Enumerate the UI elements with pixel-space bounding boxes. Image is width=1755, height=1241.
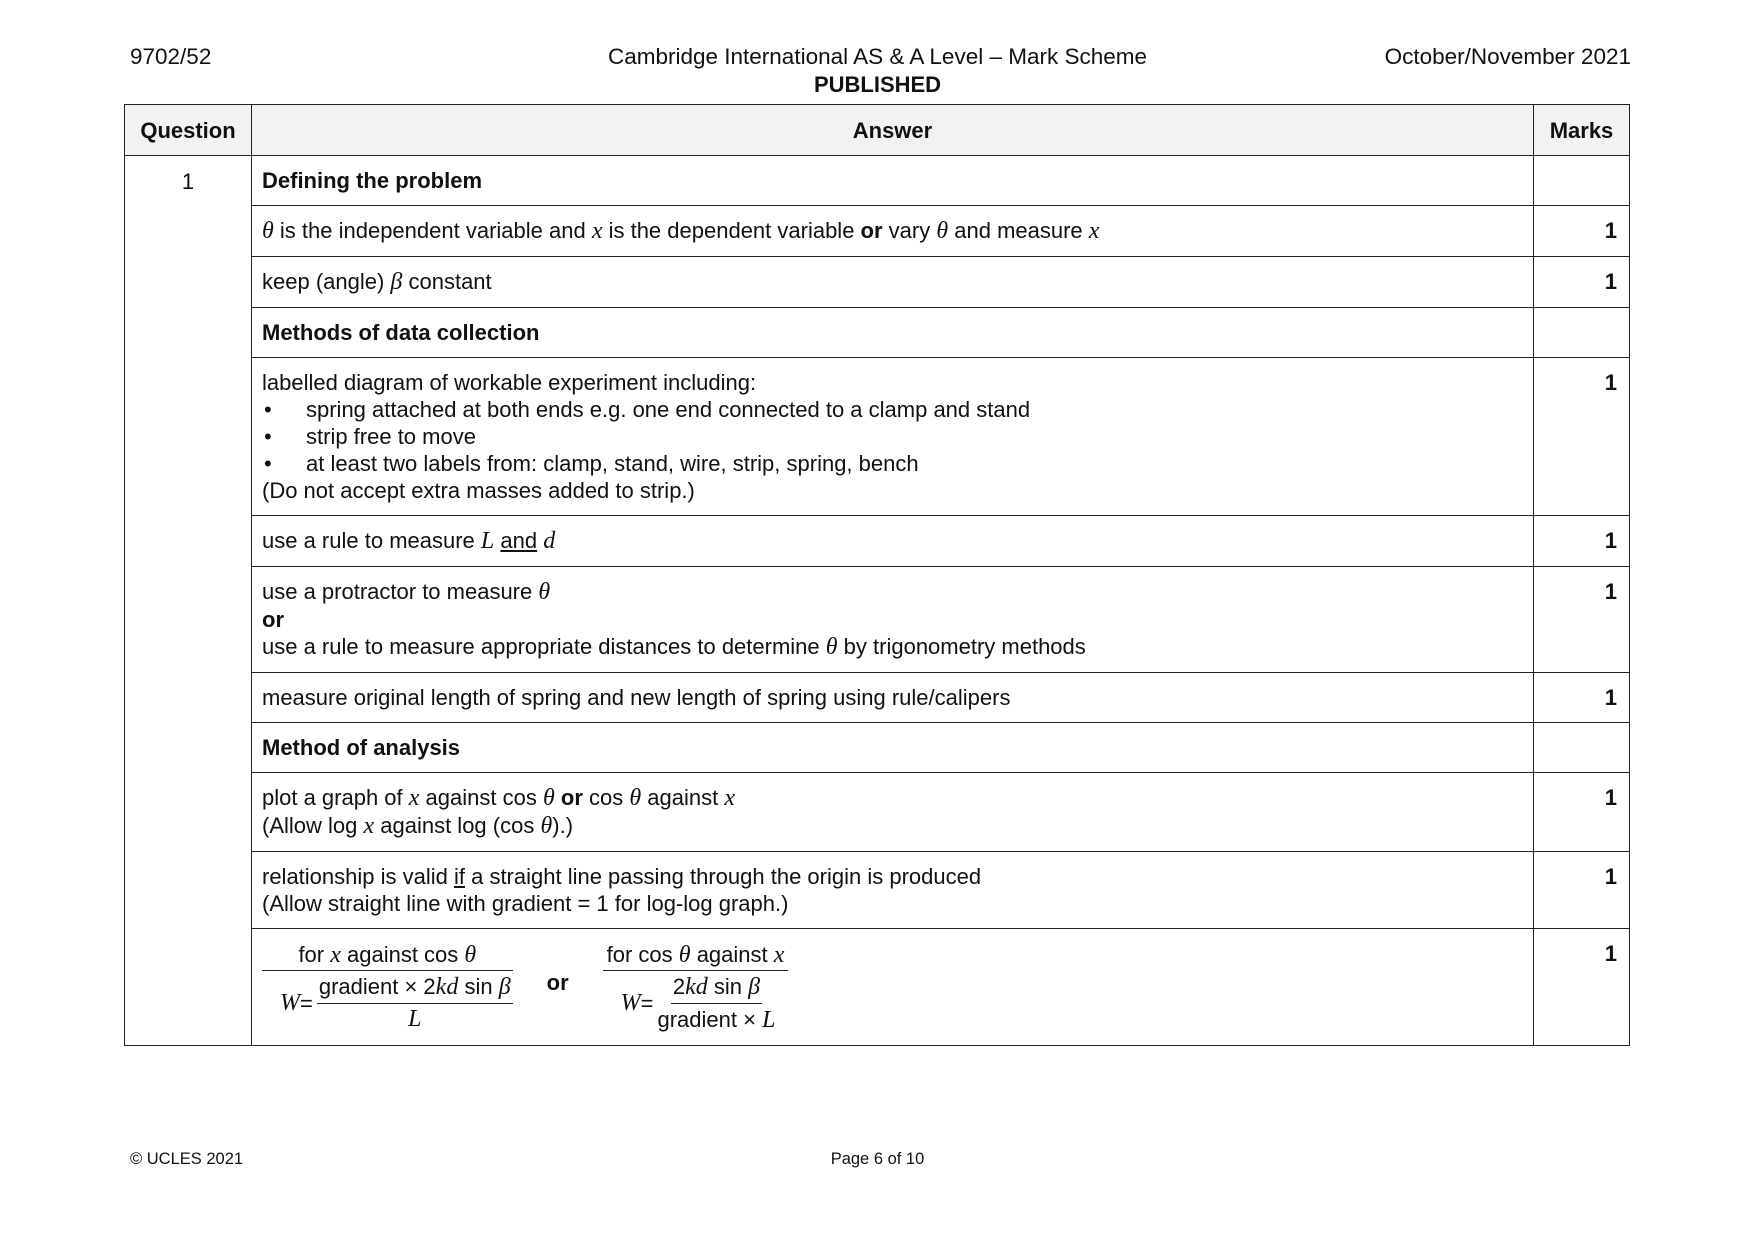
list-item: • strip free to move — [262, 423, 1523, 450]
table-row — [125, 308, 1630, 358]
diagram-intro: labelled diagram of workable experiment including: — [262, 370, 757, 395]
formula-or: or — [546, 970, 569, 995]
answer-cell — [252, 929, 1534, 1046]
section-method-of-analysis: Method of analysis — [252, 723, 1534, 773]
mark-cell: 1 — [1534, 358, 1630, 516]
mark-cell: 1 — [1534, 852, 1630, 929]
table-row — [125, 206, 1630, 257]
footer-page-number: Page 6 of 10 — [830, 1150, 925, 1168]
exam-session: October/November 2021 — [1384, 44, 1631, 69]
mark-cell — [1534, 723, 1630, 773]
header-marks: Marks — [1534, 105, 1630, 156]
table-header-row — [125, 105, 1630, 156]
table-row — [125, 673, 1630, 723]
table-row — [125, 723, 1630, 773]
table-row — [125, 773, 1630, 852]
formula-row — [262, 940, 1523, 1034]
answer-cell: θ is the independent variable and x is the dependent variable or vary θ and measure x — [252, 206, 1534, 257]
formula-cos-against-x: for cos θ against x W = $\frac{\text{2kd sin β}}{\text{gradient × L}}$ — [603, 941, 789, 1034]
published-label: PUBLISHED — [813, 72, 942, 97]
bullet-list — [262, 396, 1523, 477]
mark-cell: 1 — [1534, 773, 1630, 852]
section-defining-problem: Defining the problem — [252, 156, 1534, 206]
table-row — [125, 929, 1630, 1046]
table-row — [125, 156, 1630, 206]
section-methods-data-collection: Methods of data collection — [252, 308, 1534, 358]
answer-cell: relationship is valid if a straight line passing through the origin is produced (Allow straight line with gradient = 1 for log-log graph.) — [252, 852, 1534, 929]
header-answer: Answer — [252, 105, 1534, 156]
list-item: • at least two labels from: clamp, stand, wire, strip, spring, bench — [262, 450, 1523, 477]
answer-cell: plot a graph of x against cos θ or cos θ against x (Allow log x against log (cos θ).) — [252, 773, 1534, 852]
answer-cell — [252, 358, 1534, 516]
table-row — [125, 852, 1630, 929]
document-title: Cambridge International AS & A Level – Mark Scheme — [607, 44, 1148, 69]
mark-cell: 1 — [1534, 673, 1630, 723]
diagram-note: (Do not accept extra masses added to strip.) — [262, 478, 695, 503]
answer-cell: keep (angle) β constant — [252, 257, 1534, 308]
paper-code: 9702/52 — [130, 44, 212, 69]
mark-scheme-table — [124, 104, 1630, 1046]
footer-copyright: © UCLES 2021 — [130, 1150, 244, 1168]
formula-x-against-cos: for x against cos θ W = $\frac{\text{gradient × 2kd sin β}}{L}$ — [262, 941, 513, 1033]
answer-cell: use a protractor to measure θ or use a rule to measure appropriate distances to determine θ by trigonometry methods — [252, 567, 1534, 673]
question-number: 1 — [125, 156, 252, 1046]
mark-cell: 1 — [1534, 929, 1630, 1046]
mark-cell: 1 — [1534, 516, 1630, 567]
answer-cell: use a rule to measure L and d — [252, 516, 1534, 567]
header-question: Question — [125, 105, 252, 156]
table-row — [125, 358, 1630, 516]
mark-cell — [1534, 308, 1630, 358]
mark-cell: 1 — [1534, 567, 1630, 673]
answer-cell: measure original length of spring and new length of spring using rule/calipers — [252, 673, 1534, 723]
table-row — [125, 516, 1630, 567]
mark-cell: 1 — [1534, 257, 1630, 308]
table-row — [125, 257, 1630, 308]
mark-cell: 1 — [1534, 206, 1630, 257]
list-item: • spring attached at both ends e.g. one end connected to a clamp and stand — [262, 396, 1523, 423]
mark-cell — [1534, 156, 1630, 206]
table-row — [125, 567, 1630, 673]
